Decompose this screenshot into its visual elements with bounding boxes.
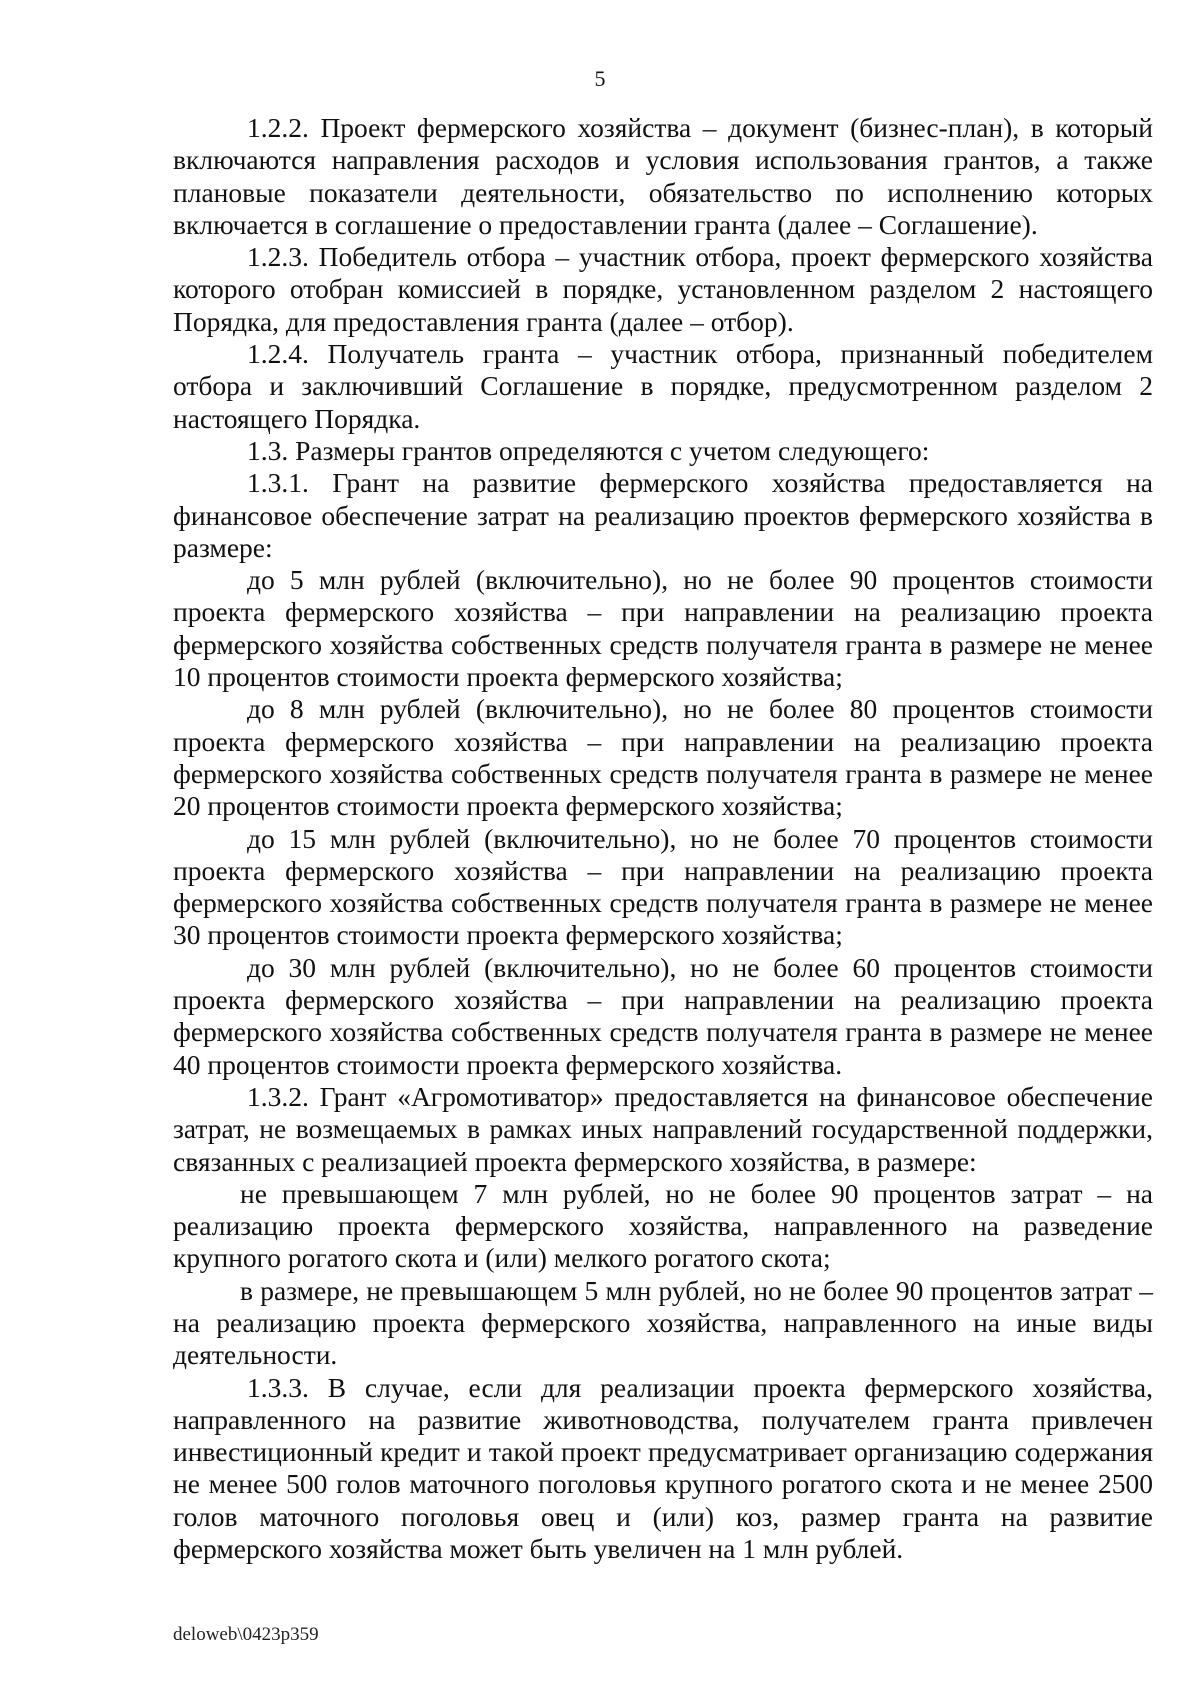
paragraph-grant-tier-15mln: до 15 млн рублей (включительно), но не более 70 процентов стоимости проекта фермерского хозяйства – при направлении на реализацию проекта фермерского хозяйства собственных средств получателя гранта в размере не менее 30 процентов стоимости проекта фермерского хозяйства; (173, 822, 1153, 951)
paragraph-agromotivator-other: в размере, не превышающем 5 млн рублей, но не более 90 процентов затрат – на реализацию проекта фермерского хозяйства, направленного на иные виды деятельности. (173, 1274, 1153, 1371)
paragraph-agromotivator-livestock: не превышающем 7 млн рублей, но не более 90 процентов затрат – на реализацию проекта фермерского хозяйства, направленного на разведение крупного рогатого скота и (или) мелкого рогатого скота; (173, 1177, 1153, 1274)
paragraph-grant-tier-8mln: до 8 млн рублей (включительно), но не более 80 процентов стоимости проекта фермерского хозяйства – при направлении на реализацию проекта фермерского хозяйства собственных средств получателя гранта в размере не менее 20 процентов стоимости проекта фермерского хозяйства; (173, 693, 1153, 822)
paragraph-1-3-2: 1.3.2. Грант «Агромотиватор» предоставляется на финансовое обеспечение затрат, не возмещаемых в рамках иных направлений государственной поддержки, связанных с реализацией проекта фермерского хозяйства, в размере: (173, 1080, 1153, 1177)
document-body (173, 112, 1153, 1565)
paragraph-1-3: 1.3. Размеры грантов определяются с учетом следующего: (247, 434, 930, 466)
document-footer-id: deloweb\0423p359 (173, 1624, 319, 1645)
paragraph-grant-tier-30mln: до 30 млн рублей (включительно), но не более 60 процентов стоимости проекта фермерского хозяйства – при направлении на реализацию проекта фермерского хозяйства собственных средств получателя гранта в размере не менее 40 процентов стоимости проекта фермерского хозяйства. (173, 951, 1153, 1080)
paragraph-1-3-1: 1.3.1. Грант на развитие фермерского хозяйства предоставляется на финансовое обеспечение затрат на реализацию проектов фермерского хозяйства в размере: (173, 467, 1153, 563)
paragraph-1-3-3: 1.3.3. В случае, если для реализации проекта фермерского хозяйства, направленного на развитие животноводства, получателем гранта привлечен инвестиционный кредит и такой проект предусматривает организацию содержания не менее 500 голов маточного поголовья крупного рогатого скота и не менее 2500 голов маточного поголовья овец и (или) коз, размер гранта на развитие фермерского хозяйства может быть увеличен на 1 млн рублей. (173, 1371, 1153, 1565)
page-number: 5 (594, 66, 606, 91)
paragraph-1-2-4: 1.2.4. Получатель гранта – участник отбора, признанный победителем отбора и заключивший Соглашение в порядке, предусмотренном разделом 2 настоящего Порядка. (173, 338, 1153, 434)
paragraph-grant-tier-5mln: до 5 млн рублей (включительно), но не более 90 процентов стоимости проекта фермерского хозяйства – при направлении на реализацию проекта фермерского хозяйства собственных средств получателя гранта в размере не менее 10 процентов стоимости проекта фермерского хозяйства; (173, 564, 1153, 693)
paragraph-1-2-3: 1.2.3. Победитель отбора – участник отбора, проект фермерского хозяйства которого отобран комиссией в порядке, установленном разделом 2 настоящего Порядка, для предоставления гранта (далее – отбор). (173, 241, 1153, 337)
paragraph-1-2-2: 1.2.2. Проект фермерского хозяйства – документ (бизнес-план), в который включаются направления расходов и условия использования грантов, а также плановые показатели деятельности, обязательство по исполнению которых включается в соглашение о предоставлении гранта (далее – Соглашение). (173, 112, 1153, 240)
